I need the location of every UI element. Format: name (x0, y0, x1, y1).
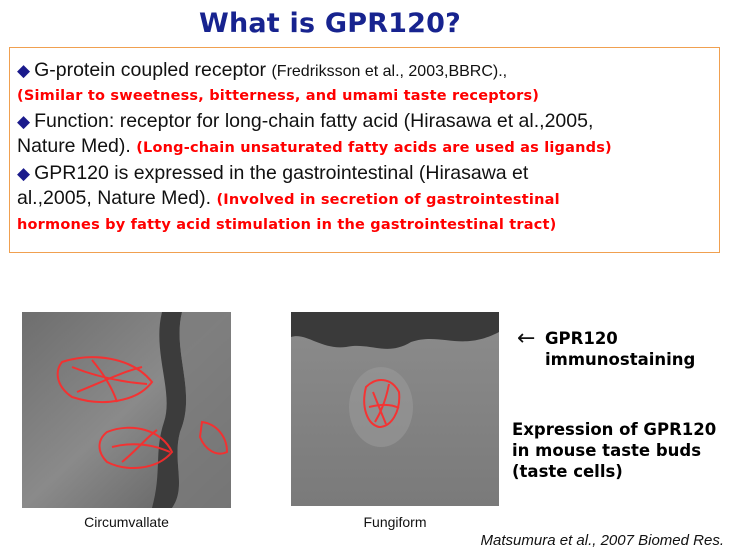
fungiform-image (291, 312, 499, 506)
left-arrow-icon: ← (517, 326, 536, 351)
diamond-bullet-icon: ◆ (17, 61, 31, 80)
right-image-caption: Fungiform (363, 514, 427, 530)
circumvallate-image (22, 312, 231, 508)
left-image-caption: Circumvallate (84, 514, 169, 530)
page-title: What is GPR120? (198, 8, 462, 39)
bullet-1: ◆ G-protein coupled receptor (Fredriksson et al., 2003,BBRC)., (17, 59, 508, 81)
bullet-3-cont: al.,2005, Nature Med). (Involved in secretion of gastrointestinal (17, 187, 560, 209)
expression-label: Expression of GPR120 in mouse taste buds (taste cells) (512, 420, 717, 481)
diamond-bullet-icon: ◆ (17, 164, 31, 183)
bullet-3: ◆ GPR120 is expressed in the gastrointestinal (Hirasawa et (17, 162, 529, 184)
immunostaining-label: GPR120 immunostaining (545, 329, 696, 369)
bullet-2: ◆ Function: receptor for long-chain fatty acid (Hirasawa et al.,2005, (17, 110, 594, 132)
citation: Matsumura et al., 2007 Biomed Res. (480, 532, 724, 549)
diamond-bullet-icon: ◆ (17, 112, 31, 131)
bullet-1-note: (Similar to sweetness, bitterness, and umami taste receptors) (17, 88, 540, 104)
info-box (9, 47, 720, 253)
bullet-2-cont: Nature Med). (Long-chain unsaturated fatty acids are used as ligands) (17, 135, 612, 157)
bullet-3-note: hormones by fatty acid stimulation in the gastrointestinal tract) (17, 217, 557, 233)
